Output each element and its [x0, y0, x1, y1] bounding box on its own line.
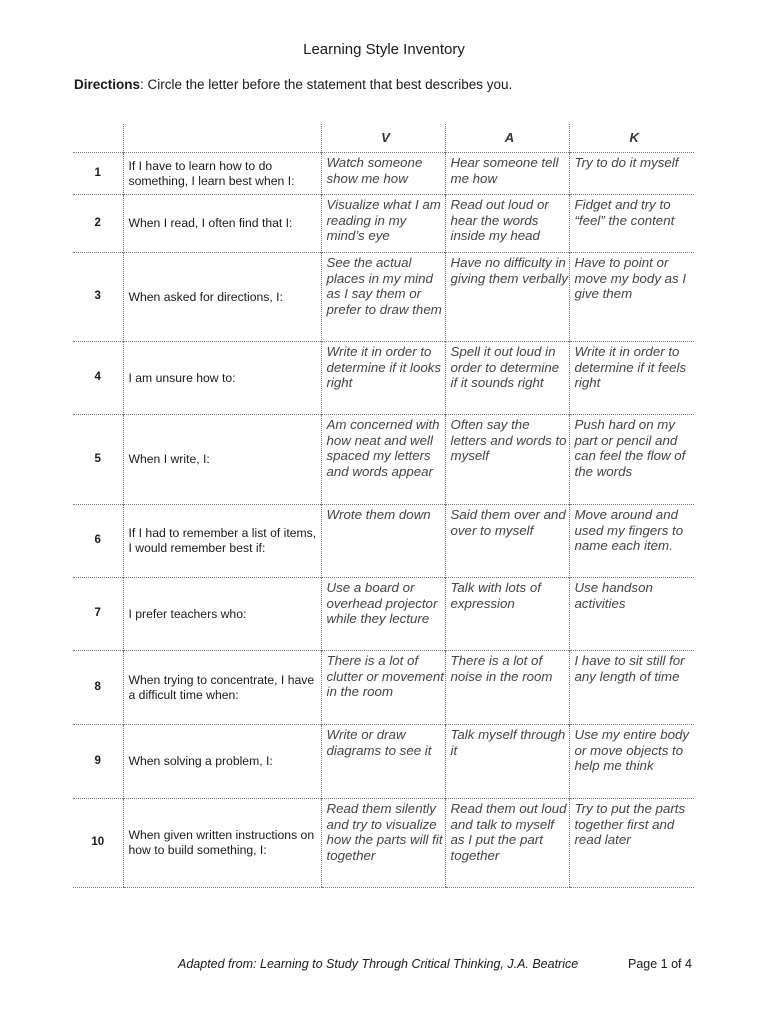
row-number: 4: [73, 342, 123, 415]
directions-text: : Circle the letter before the statement that best describes you.: [140, 77, 513, 92]
option-v[interactable]: Write it in order to determine if it looks right: [321, 342, 445, 415]
option-a[interactable]: Read them out loud and talk to myself as I put the part together: [445, 799, 569, 888]
option-a[interactable]: Spell it out loud in order to determine if it sounds right: [445, 342, 569, 415]
row-question: When trying to concentrate, I have a difficult time when:: [123, 651, 321, 725]
option-v[interactable]: Read them silently and try to visualize how the parts will fit together: [321, 799, 445, 888]
row-question: When asked for directions, I:: [123, 253, 321, 342]
row-number: 3: [73, 253, 123, 342]
option-k[interactable]: I have to sit still for any length of time: [569, 651, 694, 725]
directions-label: Directions: [74, 77, 141, 92]
option-v[interactable]: There is a lot of clutter or movement in the room: [321, 651, 445, 725]
footer-source: Adapted from: Learning to Study Through Critical Thinking, J.A. Beatrice: [178, 957, 579, 971]
option-k[interactable]: Have to point or move my body as I give them: [569, 253, 694, 342]
row-number: 1: [73, 153, 123, 195]
option-k[interactable]: Use my entire body or move objects to help me think: [569, 725, 694, 799]
row-question: I am unsure how to:: [123, 342, 321, 415]
inventory-table: [73, 124, 694, 888]
row-number: 7: [73, 578, 123, 651]
option-k[interactable]: Write it in order to determine if it feels right: [569, 342, 694, 415]
option-v[interactable]: Watch someone show me how: [321, 153, 445, 195]
option-a[interactable]: Talk with lots of expression: [445, 578, 569, 651]
row-number: 8: [73, 651, 123, 725]
table-row: [73, 415, 694, 505]
row-question: I prefer teachers who:: [123, 578, 321, 651]
option-a[interactable]: Have no difficulty in giving them verbally: [445, 253, 569, 342]
row-number: 2: [73, 195, 123, 253]
header-num: [73, 124, 123, 153]
option-v[interactable]: Write or draw diagrams to see it: [321, 725, 445, 799]
table-row: [73, 578, 694, 651]
option-a[interactable]: Said them over and over to myself: [445, 505, 569, 578]
option-k[interactable]: Try to do it myself: [569, 153, 694, 195]
row-question: When I write, I:: [123, 415, 321, 505]
header-question: [123, 124, 321, 153]
page-number: Page 1 of 4: [628, 957, 692, 971]
row-number: 10: [73, 799, 123, 888]
row-question: When given written instructions on how to build something, I:: [123, 799, 321, 888]
header-k: K: [569, 124, 694, 153]
option-v[interactable]: Use a board or overhead projector while they lecture: [321, 578, 445, 651]
option-a[interactable]: Read out loud or hear the words inside my head: [445, 195, 569, 253]
header-v: V: [321, 124, 445, 153]
option-k[interactable]: Fidget and try to “feel” the content: [569, 195, 694, 253]
header-a: A: [445, 124, 569, 153]
option-v[interactable]: Wrote them down: [321, 505, 445, 578]
option-v[interactable]: Visualize what I am reading in my mind’s eye: [321, 195, 445, 253]
row-question: If I had to remember a list of items, I would remember best if:: [123, 505, 321, 578]
row-question: If I have to learn how to do something, I learn best when I:: [123, 153, 321, 195]
directions: [74, 77, 512, 92]
table-row: [73, 195, 694, 253]
option-v[interactable]: See the actual places in my mind as I say them or prefer to draw them: [321, 253, 445, 342]
option-a[interactable]: Often say the letters and words to myself: [445, 415, 569, 505]
table-row: [73, 725, 694, 799]
option-k[interactable]: Try to put the parts together first and read later: [569, 799, 694, 888]
row-question: When I read, I often find that I:: [123, 195, 321, 253]
option-v[interactable]: Am concerned with how neat and well spaced my letters and words appear: [321, 415, 445, 505]
table-header-row: [73, 124, 694, 153]
row-number: 6: [73, 505, 123, 578]
table-row: [73, 799, 694, 888]
table-row: [73, 505, 694, 578]
page-title: Learning Style Inventory: [303, 41, 465, 58]
table-row: [73, 651, 694, 725]
option-a[interactable]: There is a lot of noise in the room: [445, 651, 569, 725]
row-question: When solving a problem, I:: [123, 725, 321, 799]
option-a[interactable]: Hear someone tell me how: [445, 153, 569, 195]
table-row: [73, 253, 694, 342]
row-number: 5: [73, 415, 123, 505]
table-row: [73, 342, 694, 415]
option-k[interactable]: Move around and used my fingers to name each item.: [569, 505, 694, 578]
table-row: [73, 153, 694, 195]
row-number: 9: [73, 725, 123, 799]
option-k[interactable]: Push hard on my part or pencil and can feel the flow of the words: [569, 415, 694, 505]
option-k[interactable]: Use handson activities: [569, 578, 694, 651]
option-a[interactable]: Talk myself through it: [445, 725, 569, 799]
